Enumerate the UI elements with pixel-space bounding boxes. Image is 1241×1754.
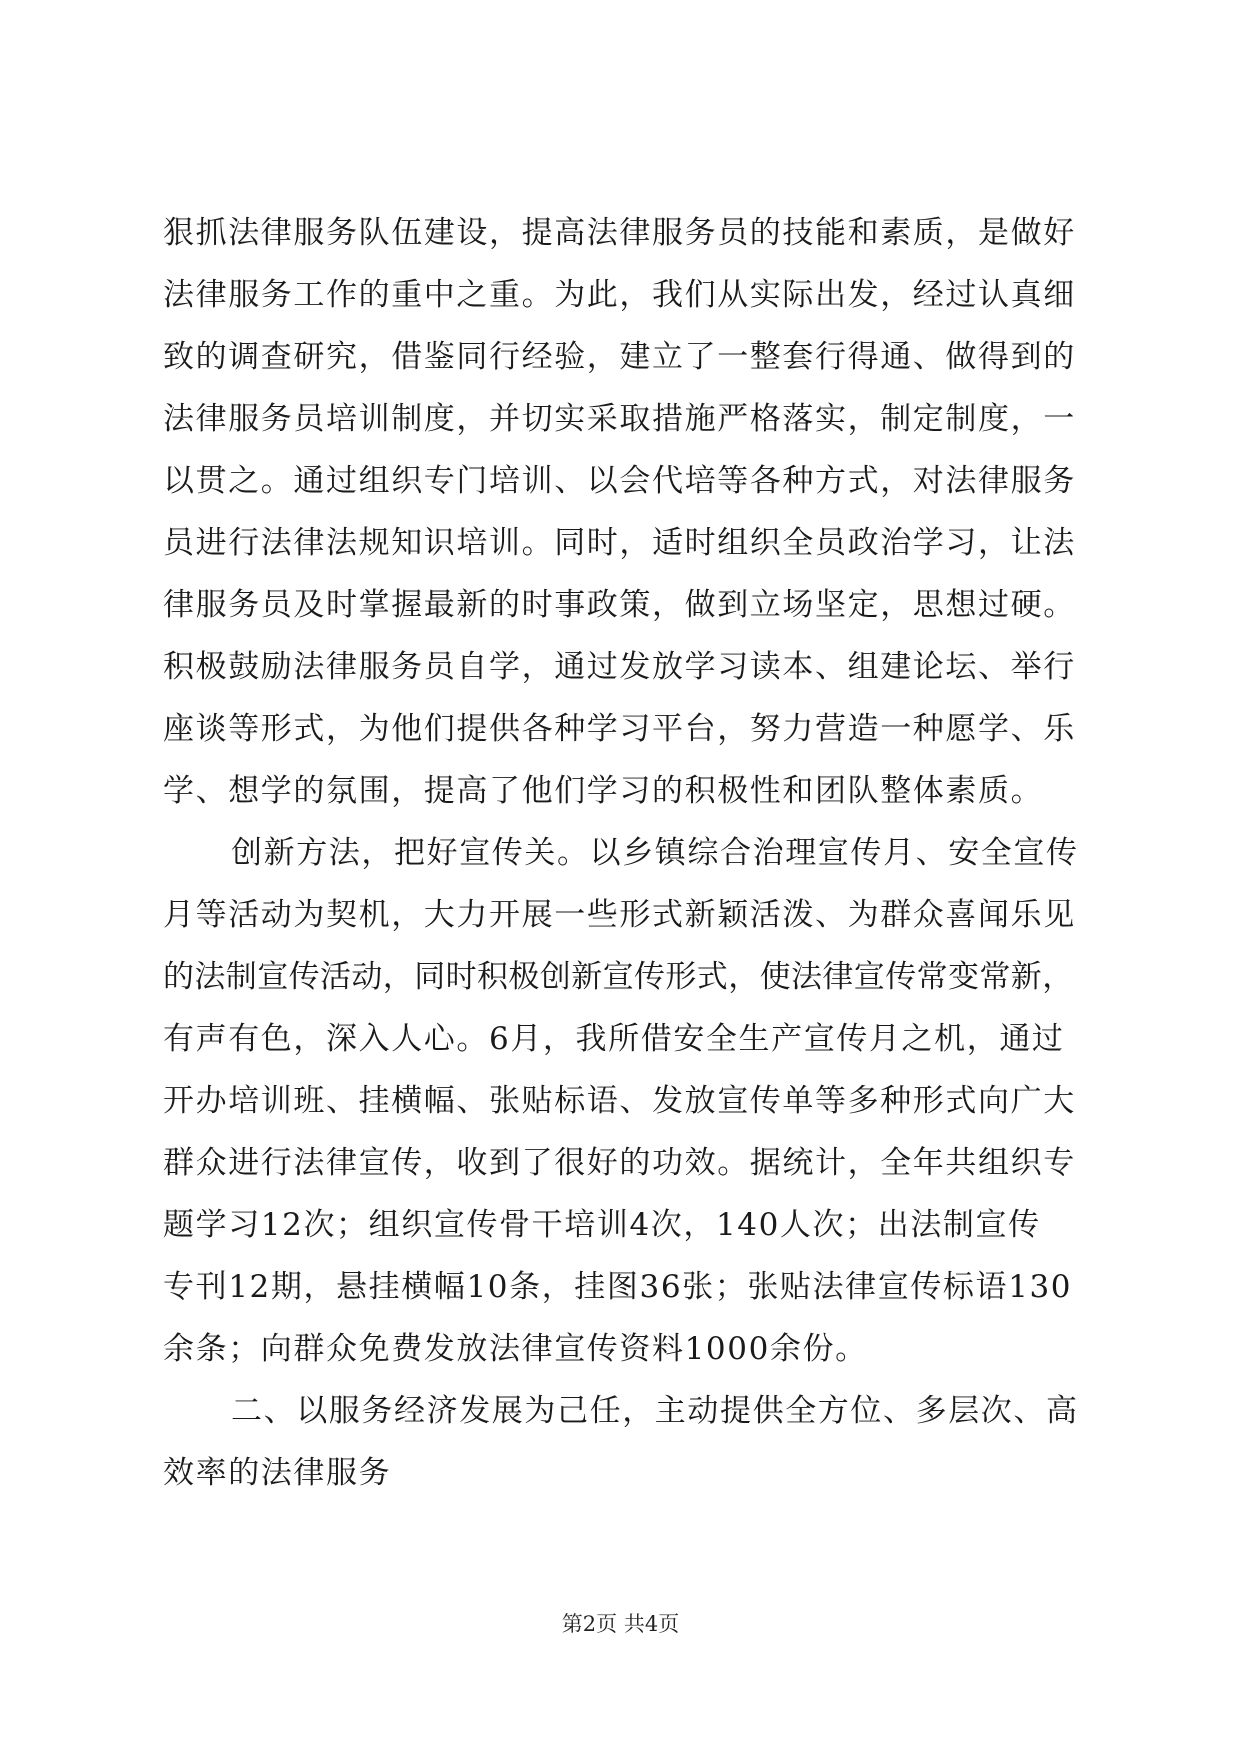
paragraph-1-line-3: 致的调查研究，借鉴同行经验，建立了一整套行得通、做得到的 bbox=[163, 339, 1076, 375]
paragraph-1-line-6: 员进行法律法规知识培训。同时，适时组织全员政治学习，让法 bbox=[163, 525, 1076, 561]
paragraph-2-line-4: 有声有色，深入人心。6月，我所借安全生产宣传月之机，通过 bbox=[163, 1021, 1065, 1057]
paragraph-1-line-2: 法律服务工作的重中之重。为此，我们从实际出发，经过认真细 bbox=[163, 277, 1076, 313]
paragraph-2-line-6: 群众进行法律宣传，收到了很好的功效。据统计，全年共组织专 bbox=[163, 1145, 1076, 1181]
page-number-footer: 第2页 共4页 bbox=[561, 1612, 680, 1636]
paragraph-2-line-2: 月等活动为契机，大力开展一些形式新颖活泼、为群众喜闻乐见 bbox=[163, 897, 1076, 933]
paragraph-2-line-7: 题学习12次；组织宣传骨干培训4次，140人次；出法制宣传 bbox=[163, 1207, 1041, 1243]
paragraph-2-line-9: 余条；向群众免费发放法律宣传资料1000余份。 bbox=[163, 1331, 868, 1367]
paragraph-3-line-1: 二、以服务经济发展为己任，主动提供全方位、多层次、高 bbox=[231, 1393, 1079, 1429]
paragraph-1-line-7: 律服务员及时掌握最新的时事政策，做到立场坚定，思想过硬。 bbox=[163, 587, 1076, 623]
paragraph-1-line-10: 学、想学的氛围，提高了他们学习的积极性和团队整体素质。 bbox=[163, 773, 1044, 809]
paragraph-2-line-8: 专刊12期，悬挂横幅10条，挂图36张；张贴法律宣传标语130 bbox=[163, 1269, 1073, 1305]
paragraph-1-line-8: 积极鼓励法律服务员自学，通过发放学习读本、组建论坛、举行 bbox=[163, 649, 1076, 685]
paragraph-1-line-4: 法律服务员培训制度，并切实采取措施严格落实，制定制度，一 bbox=[163, 401, 1076, 437]
paragraph-1-line-9: 座谈等形式，为他们提供各种学习平台，努力营造一种愿学、乐 bbox=[163, 711, 1076, 747]
paragraph-1-line-5: 以贯之。通过组织专门培训、以会代培等各种方式，对法律服务 bbox=[163, 463, 1076, 499]
paragraph-2-line-5: 开办培训班、挂横幅、张贴标语、发放宣传单等多种形式向广大 bbox=[163, 1083, 1076, 1119]
paragraph-2-line-3: 的法制宣传活动，同时积极创新宣传形式，使法律宣传常变常新， bbox=[163, 959, 1074, 995]
paragraph-3-line-2: 效率的法律服务 bbox=[163, 1455, 392, 1491]
paragraph-2-line-1: 创新方法，把好宣传关。以乡镇综合治理宣传月、安全宣传 bbox=[231, 835, 1079, 871]
paragraph-1-line-1: 狠抓法律服务队伍建设，提高法律服务员的技能和素质，是做好 bbox=[163, 215, 1076, 251]
